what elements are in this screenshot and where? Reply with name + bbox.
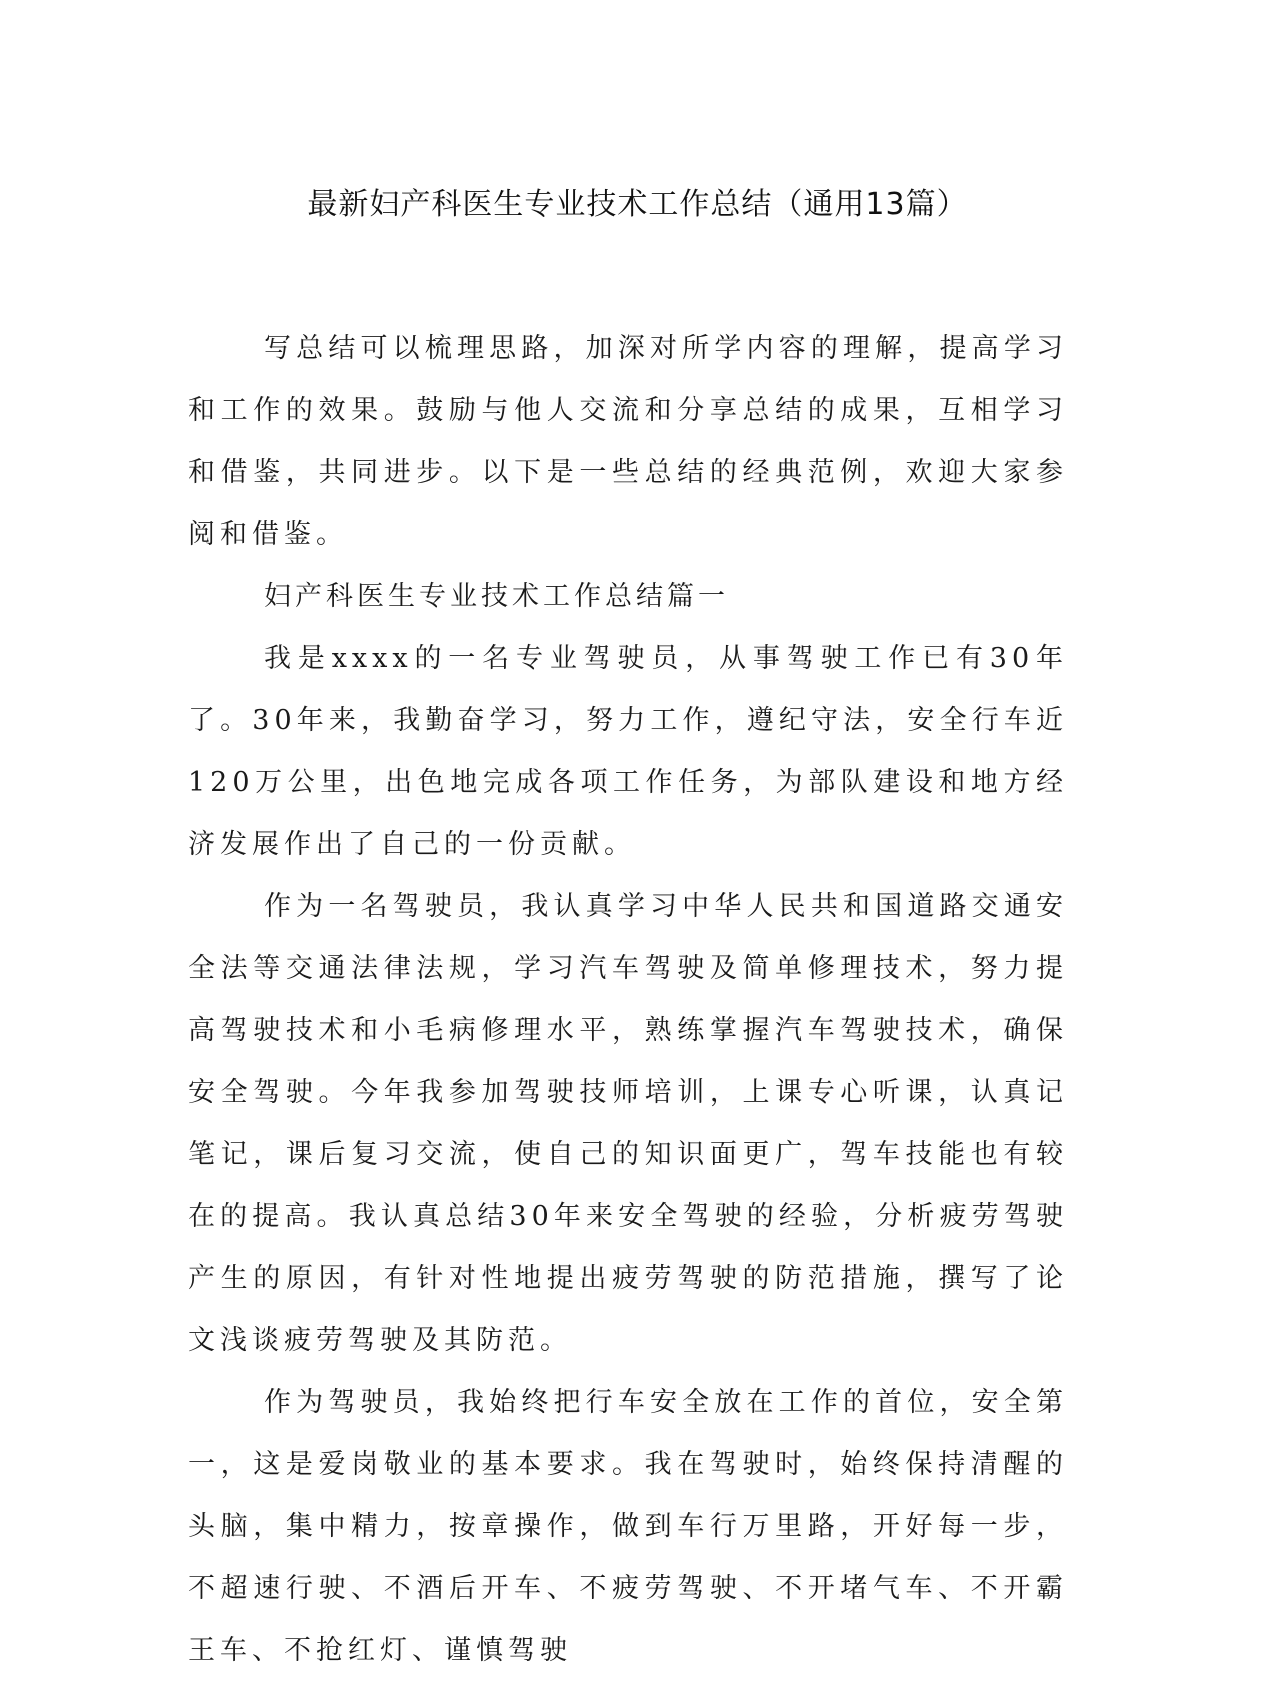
section-heading: 妇产科医生专业技术工作总结篇一: [264, 581, 729, 612]
body-paragraph: 作为驾驶员，我始终把行车安全放在工作的首位，安全第一，这是爱岗敬业的基本要求。我在驾驶时，始终保持清醒的头脑，集中精力，按章操作，做到车行万里路，开好每一步，不超速行驶、不酒后开车、不疲劳驾驶、不开堵气车、不开霸王车、不抢红灯、谨慎驾驶: [188, 1387, 1068, 1666]
body-paragraph: 作为一名驾驶员，我认真学习中华人民共和国道路交通安全法等交通法律法规，学习汽车驾驶及简单修理技术，努力提高驾驶技术和小毛病修理水平，熟练掌握汽车驾驶技术，确保安全驾驶。今年我参加驾驶技师培训，上课专心听课，认真记笔记，课后复习交流，使自己的知识面更广，驾车技能也有较在的提高。我认真总结30年来安全驾驶的经验，分析疲劳驾驶产生的原因，有针对性地提出疲劳驾驶的防范措施，撰写了论文浅谈疲劳驾驶及其防范。: [188, 891, 1068, 1356]
body-paragraph: 我是xxxx的一名专业驾驶员，从事驾驶工作已有30年了。30年来，我勤奋学习，努力工作，遵纪守法，安全行车近120万公里，出色地完成各项工作任务，为部队建设和地方经济发展作出了自己的一份贡献。: [188, 643, 1068, 860]
document-title: 最新妇产科医生专业技术工作总结（通用13篇）: [307, 187, 968, 222]
document-body: [188, 318, 1068, 1682]
intro-paragraph: 写总结可以梳理思路，加深对所学内容的理解，提高学习和工作的效果。鼓励与他人交流和分享总结的成果，互相学习和借鉴，共同进步。以下是一些总结的经典范例，欢迎大家参阅和借鉴。: [188, 333, 1068, 550]
